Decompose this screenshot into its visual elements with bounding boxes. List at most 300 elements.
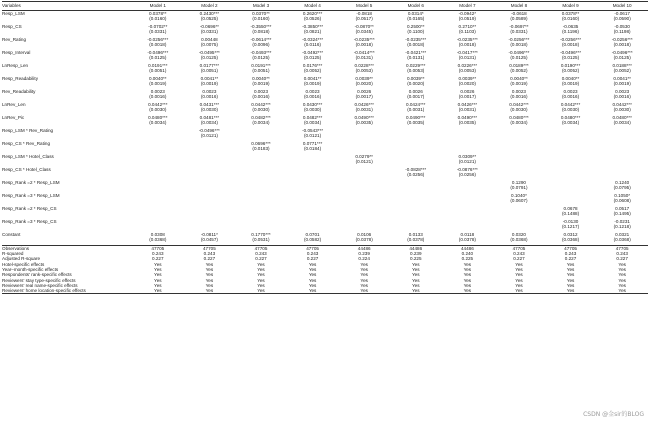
stat-cell: Yes <box>360 277 368 283</box>
std-error-cell: (0.0020) <box>355 81 373 87</box>
coefficient-cell: 0.1050* <box>614 192 631 198</box>
coefficient-cell: 0.0370** <box>252 11 270 16</box>
coefficient-cell: -0.3550*** <box>250 23 272 29</box>
coefficient-cell: 0.0228*** <box>354 62 374 68</box>
stat-cell: Yes <box>566 266 575 272</box>
coefficient-cell: -0.0530 <box>614 23 630 29</box>
stat-cell: Yes <box>463 266 472 272</box>
coefficient-cell: -0.0614*** <box>250 36 272 42</box>
std-error-cell: (0.0052) <box>613 68 631 74</box>
stat-cell: Yes <box>308 266 317 272</box>
std-error-cell: (0.0131) <box>407 55 425 61</box>
coefficient-cell: 0.0176*** <box>302 62 323 68</box>
coefficient-cell: -0.0414*** <box>353 49 375 55</box>
std-error-cell: (0.0030) <box>149 107 167 113</box>
coefficient-cell: 0.0309** <box>458 153 477 159</box>
stat-cell: 0.227 <box>152 256 164 262</box>
coefficient-cell: 0.0490*** <box>457 114 478 120</box>
model-header: Model 7 <box>442 2 494 11</box>
stat-cell: Yes <box>360 261 368 267</box>
std-error-cell: (0.0526) <box>304 16 322 22</box>
coefficient-cell: 0.0678 <box>563 205 578 211</box>
model-header: Model 4 <box>287 2 339 11</box>
std-error-cell: (0.0331) <box>149 29 167 35</box>
stat-cell: Yes <box>412 266 420 272</box>
std-error-cell: (0.0019) <box>200 81 218 87</box>
std-error-cell: (0.0019) <box>561 81 580 87</box>
std-error-cell: (0.0368) <box>510 237 528 243</box>
std-error-cell: (0.0121) <box>458 159 476 165</box>
std-error-cell: (0.0018) <box>561 42 580 48</box>
std-error-cell: (0.0034) <box>510 120 528 126</box>
stat-cell: Yes <box>257 272 265 278</box>
std-error-cell: (0.1217) <box>561 224 580 230</box>
stat-cell: 0.243 <box>203 251 216 257</box>
std-error-cell: (0.0183) <box>252 146 270 152</box>
variable-name: Resp_Interval <box>2 49 31 55</box>
coefficient-cell: 0.0133 <box>408 231 423 237</box>
coefficient-cell: 0.0442*** <box>509 101 529 107</box>
std-error-cell: (0.0018) <box>458 42 476 48</box>
std-error-cell: (0.0125) <box>510 55 528 61</box>
stat-cell: Yes <box>618 261 626 267</box>
std-error-cell: (0.0034) <box>304 120 322 126</box>
std-error-cell: (0.0125) <box>304 55 322 61</box>
coefficient-cell: -0.0256*** <box>560 36 582 42</box>
stat-cell: Yes <box>463 261 472 267</box>
stat-name: Observations <box>2 245 132 251</box>
std-error-cell: (0.0034) <box>561 120 580 126</box>
coefficient-cell: -0.0235*** <box>456 36 478 42</box>
coefficient-cell: 0.0041** <box>613 75 631 81</box>
stat-cell: Yes <box>308 261 317 267</box>
std-error-cell: (0.0368) <box>561 237 580 243</box>
std-error-cell: (0.0053) <box>355 68 373 74</box>
model-header: Model 3 <box>235 2 287 11</box>
coefficient-cell: -0.0876*** <box>456 166 478 172</box>
std-error-cell: (0.0017) <box>458 94 476 100</box>
stat-cell: Yes <box>412 277 420 283</box>
stat-name: Year–month-specific effects <box>2 266 59 272</box>
coefficient-cell: -0.0870** <box>354 23 374 29</box>
coefficient-cell: 0.0320 <box>511 231 526 237</box>
stat-cell: Yes <box>390 288 442 294</box>
coefficient-cell: -0.0417*** <box>456 49 478 55</box>
model-header: Model 1 <box>132 2 184 11</box>
coefficient-cell: -0.0496*** <box>508 49 530 55</box>
coefficient-cell: -0.0493*** <box>250 49 272 55</box>
stat-cell: 0.243 <box>616 251 628 257</box>
coefficient-cell: -0.0256*** <box>147 36 169 42</box>
std-error-cell: (0.0795) <box>613 185 631 191</box>
std-error-cell: (0.0160) <box>149 16 167 22</box>
coefficient-cell: 0.0430*** <box>302 101 323 107</box>
std-error-cell: (0.0031) <box>407 107 425 113</box>
stat-cell: 0.243 <box>152 251 164 257</box>
std-error-cell: (0.1495) <box>613 211 631 217</box>
stat-cell: Yes <box>154 282 162 288</box>
stat-cell: 47705 <box>596 245 648 251</box>
stat-cell: 44486 <box>390 245 442 251</box>
stat-cell: Yes <box>205 272 214 278</box>
coefficient-cell: -0.0492*** <box>302 49 324 55</box>
std-error-cell: (0.0018) <box>613 42 631 48</box>
std-error-cell: (0.0160) <box>561 16 580 22</box>
stat-cell: Yes <box>287 288 339 294</box>
stat-cell: Yes <box>566 261 575 267</box>
coefficient-cell: 0.0442*** <box>612 101 632 107</box>
stat-cell: Yes <box>132 288 184 294</box>
stat-cell: Yes <box>338 288 390 294</box>
std-error-cell: (0.0052) <box>561 68 580 74</box>
stat-cell: Yes <box>412 261 420 267</box>
std-error-cell: (0.0030) <box>304 107 322 113</box>
coefficient-cell: 0.0426*** <box>457 101 478 107</box>
std-error-cell: (0.0018) <box>510 42 528 48</box>
stat-cell: Yes <box>412 272 420 278</box>
std-error-cell: (0.0131) <box>458 55 476 61</box>
stat-cell: Yes <box>493 288 545 294</box>
variable-name: Resp_LSM * Rev_Rating <box>2 127 54 133</box>
std-error-cell: (0.0030) <box>561 107 580 113</box>
coefficient-cell: -0.0496*** <box>147 49 169 55</box>
stat-cell: 0.239 <box>358 251 370 257</box>
std-error-cell: (0.0030) <box>200 107 218 113</box>
std-error-cell: (0.0457) <box>200 237 218 243</box>
coefficient-cell: 0.2710** <box>458 23 477 29</box>
coefficient-cell: -0.0256*** <box>611 36 633 42</box>
stat-cell: 0.225 <box>461 256 474 262</box>
coefficient-cell: 0.0026 <box>408 88 423 94</box>
coefficient-cell: 0.0378** <box>148 11 167 16</box>
std-error-cell: (0.0034) <box>613 120 631 126</box>
stat-cell: Yes <box>308 272 317 278</box>
stat-cell: Yes <box>515 282 523 288</box>
std-error-cell: (0.0331) <box>200 29 218 35</box>
std-error-cell: (0.0517) <box>355 16 373 22</box>
stat-name: R-squared <box>2 251 24 257</box>
variable-name: Resp_Readability <box>2 75 39 81</box>
std-error-cell: (0.0030) <box>613 107 631 113</box>
coefficient-cell: 0.0039** <box>406 75 425 81</box>
stat-cell: 0.239 <box>410 251 422 257</box>
coefficient-cell: 0.0480*** <box>612 114 632 120</box>
coefficient-cell: 0.0026 <box>460 88 475 94</box>
std-error-cell: (0.0018) <box>407 42 425 48</box>
std-error-cell: (0.0019) <box>149 81 167 87</box>
coefficient-cell: 0.0023 <box>253 88 269 94</box>
stat-cell: Yes <box>515 261 523 267</box>
model-header: Model 9 <box>545 2 597 11</box>
std-error-cell: (0.0016) <box>304 94 322 100</box>
stat-cell: Yes <box>154 266 162 272</box>
std-error-cell: (0.0378) <box>355 237 373 243</box>
std-error-cell: (0.0031) <box>458 107 476 113</box>
variable-name: LnRev_Pic <box>2 114 25 120</box>
stat-cell: Yes <box>515 277 523 283</box>
variable-name: Rev_Rating <box>2 36 27 42</box>
coefficient-cell: -0.0130 <box>562 218 579 224</box>
std-error-cell: (0.0019) <box>510 81 528 87</box>
std-error-cell: (0.0378) <box>407 237 425 243</box>
std-error-cell: (0.0052) <box>304 68 322 74</box>
std-error-cell: (0.0368) <box>149 237 167 243</box>
coefficient-cell: 0.0023 <box>202 88 217 94</box>
coefficient-cell: 0.2430*** <box>199 11 220 16</box>
regression-table <box>2 1 648 294</box>
coefficient-cell: -0.3850*** <box>302 23 324 29</box>
coefficient-cell: -0.0618 <box>511 11 527 16</box>
stat-cell: Yes <box>463 277 472 283</box>
coefficient-cell: 0.0039** <box>458 75 477 81</box>
stat-cell: Yes <box>235 288 287 294</box>
std-error-cell: (0.0031) <box>355 107 373 113</box>
coefficient-cell: 0.0482*** <box>302 114 323 120</box>
coefficient-cell: 0.1770*** <box>251 231 271 237</box>
std-error-cell: (0.1218) <box>613 224 631 230</box>
std-error-cell: (0.0019) <box>304 81 322 87</box>
std-error-cell: (0.0256) <box>458 172 476 178</box>
stat-cell: Yes <box>412 282 420 288</box>
coefficient-cell: 0.0189*** <box>509 62 529 68</box>
std-error-cell: (0.0821) <box>304 29 322 35</box>
coefficient-cell: -0.0697** <box>509 23 529 29</box>
stat-cell: Yes <box>360 266 368 272</box>
std-error-cell: (0.0256) <box>407 172 425 178</box>
stat-cell: Yes <box>545 288 597 294</box>
std-error-cell: (0.0020) <box>407 81 425 87</box>
table-body <box>2 11 648 294</box>
model-header: Model 10 <box>596 2 648 11</box>
std-error-cell: (0.0378) <box>458 237 476 243</box>
coefficient-cell: 0.0490*** <box>406 114 426 120</box>
coefficient-cell: 0.0696*** <box>251 140 271 146</box>
std-error-cell: (0.0030) <box>252 107 270 113</box>
variable-name: LnResp_Len <box>2 62 29 68</box>
stat-name: Reviewers' stay type-specific effects <box>2 277 76 283</box>
coefficient-cell: -0.0496*** <box>198 127 220 133</box>
coefficient-cell: -0.0818 <box>356 11 372 16</box>
coefficient-cell: 0.0023 <box>150 88 165 94</box>
std-error-cell: (0.0034) <box>200 120 218 126</box>
coefficient-cell: 0.0480*** <box>560 114 581 120</box>
stat-cell: Yes <box>257 282 265 288</box>
std-error-cell: (0.0368) <box>613 237 631 243</box>
coefficient-cell: 0.0226*** <box>457 62 478 68</box>
std-error-cell: (0.0184) <box>304 146 322 152</box>
stat-cell: 0.243 <box>255 251 267 257</box>
coefficient-cell: -0.0495*** <box>198 49 220 55</box>
coefficient-cell: -0.0702** <box>148 23 168 29</box>
std-error-cell: (0.0016) <box>561 94 580 100</box>
std-error-cell: (0.0345) <box>355 29 373 35</box>
coefficient-cell: -0.0696** <box>199 23 219 29</box>
stat-cell: Yes <box>154 272 162 278</box>
std-error-cell: (0.0016) <box>149 94 167 100</box>
variables-header: Variables <box>2 2 132 11</box>
variable-name: Resp_Rank =2 * Resp_LSM <box>2 179 60 185</box>
stat-cell: 0.227 <box>255 256 267 262</box>
std-error-cell: (0.0017) <box>407 94 425 100</box>
coefficient-cell: 0.0177*** <box>199 62 220 68</box>
std-error-cell: (0.1103) <box>458 29 476 35</box>
coefficient-cell: 0.1290 <box>511 179 526 185</box>
stat-cell: 47705 <box>132 245 184 251</box>
coefficient-cell: -0.0942* <box>458 11 477 16</box>
variable-name: Resp_Rank =2 * Resp_CS <box>2 205 57 211</box>
coefficient-cell: -0.0256*** <box>508 36 530 42</box>
std-error-cell: (0.0034) <box>252 120 270 126</box>
stat-cell: Yes <box>360 272 368 278</box>
coefficient-cell: 0.0482*** <box>251 114 271 120</box>
stat-name: Respondents' rank-specific effects <box>2 272 72 278</box>
coefficient-cell: -0.0231 <box>614 218 630 224</box>
coefficient-cell: 0.0517 <box>615 205 630 211</box>
coefficient-cell: 0.0321 <box>615 231 630 237</box>
coefficient-cell: 0.0040** <box>561 75 580 81</box>
std-error-cell: (0.0019) <box>252 81 270 87</box>
std-error-cell: (0.1488) <box>561 211 580 217</box>
stat-cell: Yes <box>308 277 317 283</box>
coefficient-cell: -0.0496*** <box>560 49 582 55</box>
std-error-cell: (0.0125) <box>149 55 167 61</box>
variable-name: Resp_LSM <box>2 11 25 16</box>
coefficient-cell: -0.0324*** <box>302 36 324 42</box>
stat-cell: Yes <box>566 272 575 278</box>
coefficient-cell: -0.0635 <box>562 23 579 29</box>
coefficient-cell: 0.0191*** <box>251 62 271 68</box>
coefficient-cell: 0.0442*** <box>560 101 581 107</box>
coefficient-cell: 0.1040* <box>511 192 527 198</box>
coefficient-cell: 0.0480*** <box>509 114 529 120</box>
stat-cell: 0.243 <box>564 251 577 257</box>
stat-row <box>2 288 648 294</box>
coefficient-cell: 0.0041** <box>303 75 322 81</box>
stat-cell: Yes <box>566 282 575 288</box>
stat-cell: 0.227 <box>616 256 628 262</box>
coefficient-cell: -0.0421*** <box>405 49 427 55</box>
stat-cell: 0.243 <box>513 251 525 257</box>
std-error-cell: (0.0331) <box>510 29 528 35</box>
std-error-cell: (0.0165) <box>407 16 425 22</box>
stat-cell: 44486 <box>442 245 494 251</box>
watermark-text: CSDN @金sir的BLOG <box>583 411 644 418</box>
stat-cell: 47705 <box>545 245 597 251</box>
stat-cell: Yes <box>618 282 626 288</box>
coefficient-cell: 0.0314* <box>407 11 424 16</box>
variable-name: Resp_CS * Hotel_Class <box>2 166 51 172</box>
stat-cell: Yes <box>360 282 368 288</box>
std-error-cell: (0.0035) <box>355 120 373 126</box>
coefficient-cell: 0.0191*** <box>148 62 168 68</box>
table-header-row <box>2 2 648 11</box>
coefficient-cell: 0.0490*** <box>354 114 374 120</box>
stat-cell: Yes <box>618 266 626 272</box>
stat-cell: Yes <box>205 277 214 283</box>
coefficient-cell: -0.0235*** <box>405 36 427 42</box>
std-error-cell: (0.0075) <box>200 42 218 48</box>
coefficient-cell: 0.2620*** <box>302 11 323 16</box>
stat-cell: 44486 <box>338 245 390 251</box>
model-header: Model 5 <box>338 2 390 11</box>
std-error-cell: (0.0052) <box>510 68 528 74</box>
variable-name: Rev_Readability <box>2 88 36 94</box>
coefficient-cell: 0.0442*** <box>148 101 168 107</box>
stat-cell: 47705 <box>235 245 287 251</box>
variable-name: Resp_CS * Rev_Rating <box>2 140 51 146</box>
stat-name: Adjusted R-square <box>2 256 41 262</box>
stat-cell: 0.243 <box>306 251 319 257</box>
coefficient-cell: -0.0828*** <box>405 166 427 172</box>
coefficient-cell: 0.0118 <box>460 231 475 237</box>
coefficient-cell: 0.0431*** <box>199 101 220 107</box>
std-error-cell: (0.0519) <box>458 16 476 22</box>
regression-table-container <box>2 1 648 294</box>
std-error-cell: (0.0018) <box>149 42 167 48</box>
coefficient-cell: 0.0701 <box>305 231 320 237</box>
coefficient-cell: -0.0543*** <box>302 127 324 133</box>
variable-name: Resp_Rank =3 * Resp_LSM <box>2 192 60 198</box>
coefficient-cell: 0.0039** <box>355 75 373 81</box>
stat-cell: 0.227 <box>513 256 525 262</box>
std-error-cell: (0.0160) <box>252 16 270 22</box>
std-error-cell: (0.0531) <box>252 237 270 243</box>
std-error-cell: (0.0016) <box>510 94 528 100</box>
model-header: Model 8 <box>493 2 545 11</box>
stat-cell: Yes <box>596 288 648 294</box>
std-error-cell: (0.0019) <box>613 81 631 87</box>
coefficient-cell: 0.0378** <box>561 11 580 16</box>
coefficient-cell: -0.0235*** <box>353 36 375 42</box>
stat-cell: 47705 <box>184 245 236 251</box>
model-header: Model 2 <box>184 2 236 11</box>
coefficient-cell: 0.0229*** <box>406 62 426 68</box>
std-error-cell: (0.0525) <box>200 16 218 22</box>
coefficient-cell: 0.0023 <box>615 88 630 94</box>
model-header: Model 6 <box>390 2 442 11</box>
std-error-cell: (0.0791) <box>510 185 528 191</box>
coefficient-cell: 0.0481*** <box>199 114 220 120</box>
coefficient-cell: -0.0496*** <box>611 49 633 55</box>
std-error-cell: (0.0016) <box>613 94 631 100</box>
std-error-cell: (0.0018) <box>355 42 373 48</box>
std-error-cell: (0.0607) <box>510 198 528 204</box>
stat-cell: Yes <box>618 277 626 283</box>
std-error-cell: (0.0020) <box>458 81 476 87</box>
std-error-cell: (0.0121) <box>200 133 218 139</box>
coefficient-cell: 0.0026 <box>357 88 372 94</box>
stat-cell: Yes <box>205 282 214 288</box>
coefficient-cell: 0.0188*** <box>612 62 632 68</box>
stat-cell: Yes <box>515 266 523 272</box>
std-error-cell: (0.0608) <box>613 198 631 204</box>
coefficient-cell: 0.0106 <box>357 231 372 237</box>
coefficient-cell: 0.0426*** <box>354 101 374 107</box>
variable-name: Resp_Rank =3 * Resp_CS <box>2 218 57 224</box>
coefficient-cell: 0.0040** <box>252 75 270 81</box>
stat-cell: Yes <box>566 277 575 283</box>
std-error-cell: (0.1196) <box>562 29 579 35</box>
variable-name: Resp_LSM * Hotel_Class <box>2 153 54 159</box>
stat-cell: Yes <box>257 266 265 272</box>
std-error-cell: (0.0096) <box>252 42 270 48</box>
stat-cell: 0.224 <box>358 256 370 262</box>
stat-cell: 47705 <box>287 245 339 251</box>
std-error-cell: (0.0582) <box>304 237 322 243</box>
coefficient-cell: 0.0771*** <box>302 140 323 146</box>
stat-cell: Yes <box>184 288 236 294</box>
stat-cell: Yes <box>205 261 214 267</box>
